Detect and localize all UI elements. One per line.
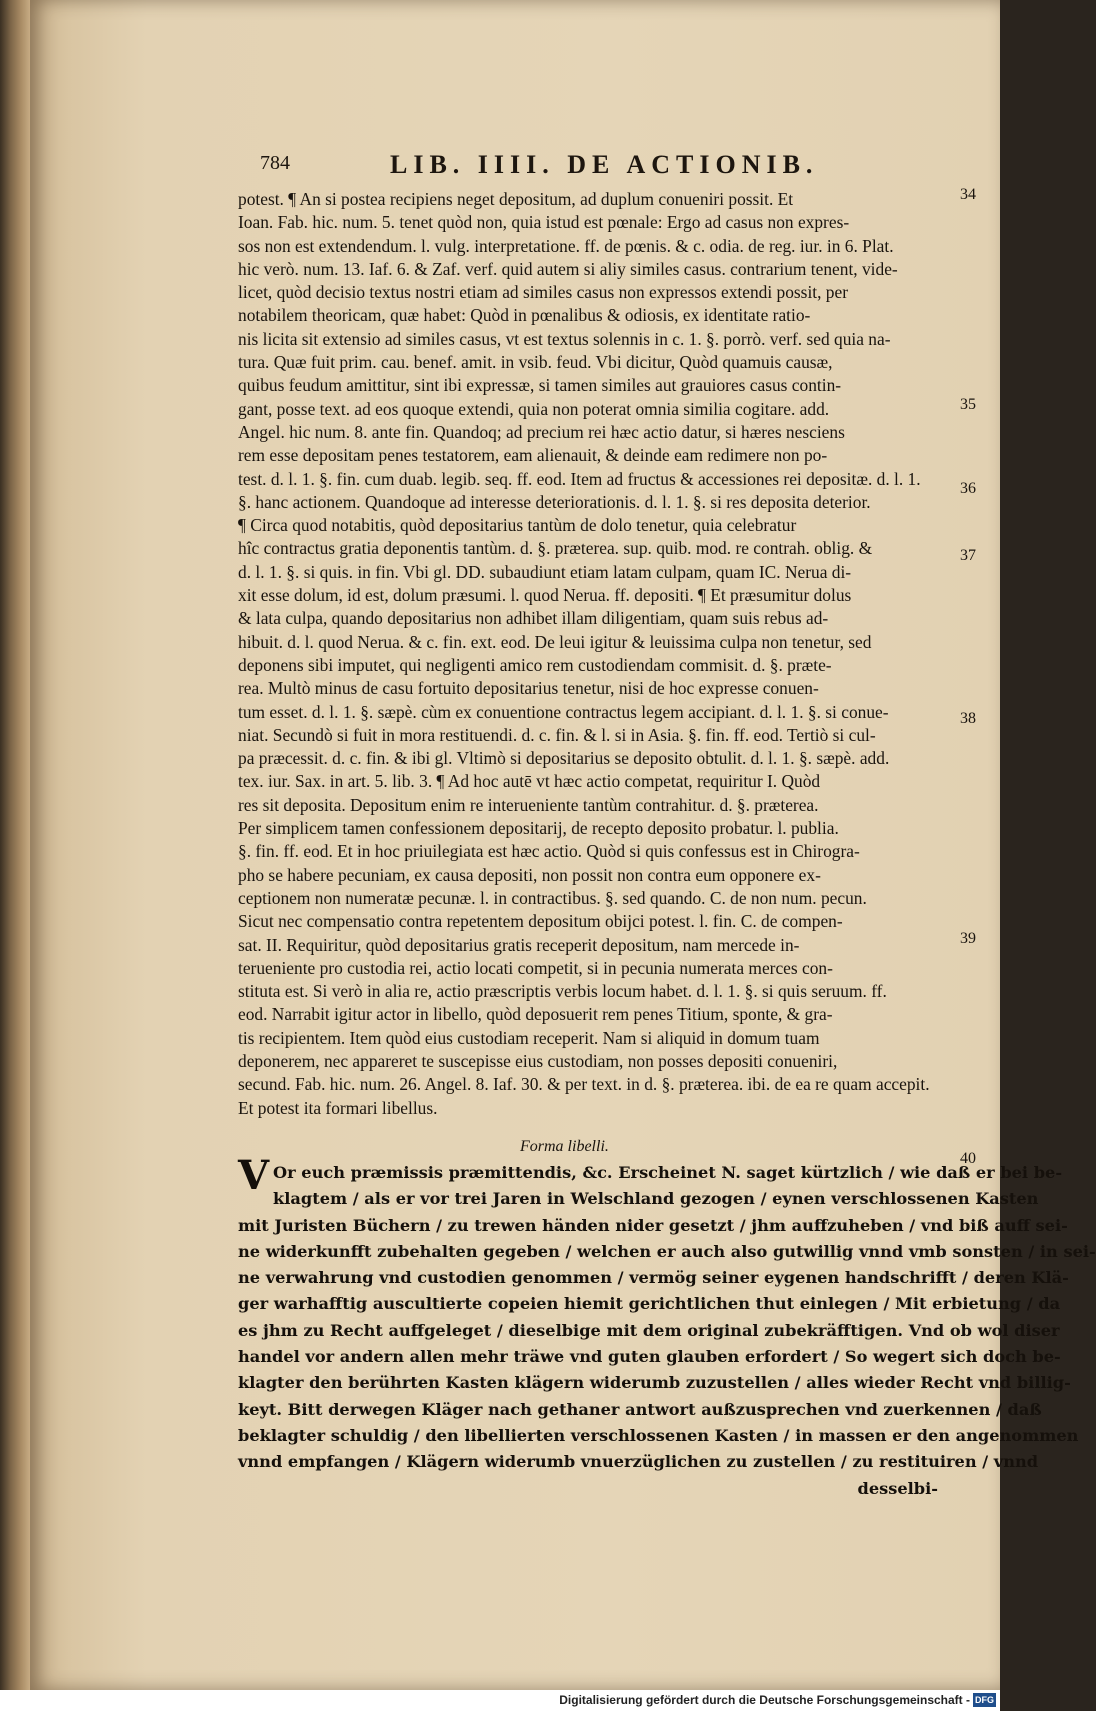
section-title: Forma libelli. xyxy=(520,1138,609,1155)
german-text-line: Or euch præmissis præmittendis, &c. Erscheinet N. saget kürtzlich / wie daß er bei be- xyxy=(273,1163,1063,1182)
text-line: gant, posse text. ad eos quoque extendi, quia non poterat omnia similia cogitare. add. xyxy=(238,398,830,419)
digitization-footer xyxy=(0,1690,1000,1711)
text-line: test. d. l. 1. §. fin. cum duab. legib. seq. ff. eod. Item ad fructus & accessiones rei depositæ. d. l. 1. xyxy=(238,468,921,489)
german-text-line: keyt. Bitt derwegen Kläger nach gethaner antwort außzusprechen vnd zuerkennen / daß xyxy=(238,1399,1042,1419)
text-line: sat. II. Requiritur, quòd depositarius gratis receperit depositum, nam mercede in- xyxy=(238,934,800,955)
text-line: Angel. hic num. 8. ante fin. Quandoq; ad precium rei hæc actio datur, si hæres nesciens xyxy=(238,421,845,442)
margin-number: 35 xyxy=(960,396,976,413)
german-text-line: ne widerkunfft zubehalten gegeben / welchen er auch also gutwillig vnnd vmb sonsten / in sei- xyxy=(238,1241,1096,1261)
text-line: Per simplicem tamen confessionem depositarij, de recepto deposito probatur. l. publia. xyxy=(238,818,839,839)
text-line: terueniente pro custodia rei, actio locati competit, si in pecunia numerata merces con- xyxy=(238,957,833,978)
text-line: xit esse dolum, id est, dolum præsumi. l. quod Nerua. ff. depositi. ¶ Et præsumitur dolus xyxy=(238,585,852,606)
text-line: deponens sibi imputet, qui negligenti amico rem custodiendam commisit. d. §. præte- xyxy=(238,654,832,675)
text-line: sos non est extendendum. l. vulg. interpretatione. ff. de pœnis. & c. odia. de reg. iur. in 6. Plat. xyxy=(238,235,894,256)
dfg-logo: DFG xyxy=(975,1695,994,1705)
text-line: tis recipientem. Item quòd eius custodiam receperit. Nam si aliquid in domum tuam xyxy=(238,1027,820,1048)
page-number: 784 xyxy=(260,152,290,174)
german-text-line: klagtem / als er vor trei Jaren in Welschland gezogen / eynen verschlossenen Kasten xyxy=(273,1189,1039,1209)
text-line: tum esset. d. l. 1. §. sæpè. cùm ex conuentione contractus legem accipiant. d. l. 1. §. si conue- xyxy=(238,701,889,722)
text-line: secund. Fab. hic. num. 26. Angel. 8. Iaf. 30. & per text. in d. §. præterea. ibi. de ea re quam accepit. xyxy=(238,1074,930,1095)
german-text-line: mit Juristen Büchern / zu trewen händen nider gesetzt / jhm auffzuheben / vnd biß auff sei- xyxy=(238,1215,1068,1235)
running-head xyxy=(260,150,960,180)
margin-number: 38 xyxy=(960,710,976,727)
german-text-line: vnnd empfangen / Klägern widerumb vnuerzüglichen zu zustellen / zu restituiren / vnnd xyxy=(238,1452,1039,1472)
german-text-line: desselbi- xyxy=(857,1478,938,1498)
text-line: stituta est. Si verò in alia re, actio præscriptis verbis locum habet. d. l. 1. §. si quis seruum. ff. xyxy=(238,981,887,1002)
margin-number: 34 xyxy=(960,186,976,203)
german-text-line: beklagter schuldig / den libellierten verschlossenen Kasten / in massen er den angenommen xyxy=(238,1425,1079,1445)
text-line: rem esse depositam penes testatorem, eam alienauit, & deinde eam redimere non po- xyxy=(238,445,828,466)
footer-credit: Digitalisierung gefördert durch die Deutsche Forschungsgemeinschaft - xyxy=(559,1693,970,1707)
german-text-line: klagter den berührten Kasten klägern widerumb zuzustellen / alles wieder Recht vnd billig- xyxy=(238,1373,1071,1393)
text-line: hic verò. num. 13. Iaf. 6. & Zaf. verf. quid autem si aliy similes casus. contrarium tenent, vide- xyxy=(238,258,898,279)
text-line: §. fin. ff. eod. Et in hoc priuilegiata est hæc actio. Quòd si quis confessus est in Chirogra- xyxy=(238,841,860,862)
text-line: tex. iur. Sax. in art. 5. lib. 3. ¶ Ad hoc autē vt hæc actio competat, requiritur I. Quòd xyxy=(238,771,821,792)
text-line: ceptionem non numeratæ pecunæ. l. in contractibus. §. sed quando. C. de non num. pecun. xyxy=(238,887,867,908)
margin-number: 39 xyxy=(960,930,976,947)
text-line: licet, quòd decisio textus nostri etiam ad similes casus non expressos extendi possit, per xyxy=(238,282,849,303)
text-line: Ioan. Fab. hic. num. 5. tenet quòd non, quia istud est pœnale: Ergo ad casus non expres- xyxy=(238,212,850,233)
text-line: Sicut nec compensatio contra repetentem depositum obijci potest. l. fin. C. de compen- xyxy=(238,911,843,932)
text-line: deponerem, nec appareret te suscepisse eius custodiam, non posses depositi conueniri, xyxy=(238,1050,838,1071)
running-head-title: LIB. IIII. DE ACTIONIB. xyxy=(390,150,819,179)
text-line: hibuit. d. l. quod Nerua. & c. fin. ext. eod. De leui igitur & leuissima culpa non tenetur, sed xyxy=(238,631,872,652)
text-line: eod. Narrabit igitur actor in libello, quòd deposuerit rem penes Titium, sponte, & gra- xyxy=(238,1004,833,1025)
text-line: tura. Quæ fuit prim. cau. benef. amit. in vsib. feud. Vbi dicitur, Quòd quamuis causæ, xyxy=(238,352,833,373)
text-line: nis licita sit extensio ad similes casus, vt est textus solennis in c. 1. §. porrò. verf. sed quia na- xyxy=(238,328,891,349)
book-page-edges xyxy=(0,0,30,1690)
margin-number: 37 xyxy=(960,547,976,564)
text-line: hîc contractus gratia deponentis tantùm. d. §. præterea. sup. quib. mod. re contrah. oblig. & xyxy=(238,538,873,559)
drop-cap: V xyxy=(238,1152,270,1199)
text-line: notabilem theoricam, quæ habet: Quòd in pœnalibus & odiosis, ex identitate ratio- xyxy=(238,305,811,326)
text-line: pho se habere pecuniam, ex causa depositi, non possit non contra eum opponere ex- xyxy=(238,864,821,885)
text-line: quibus feudum amittitur, sint ibi expressæ, si tamen similes aut grauiores casus contin- xyxy=(238,375,842,396)
text-line: pa præcessit. d. c. fin. & ibi gl. Vltimò si depositarius se deposito obtulit. d. l. 1. §. sæpè. add. xyxy=(238,748,890,769)
text-line: ¶ Circa quod notabitis, quòd depositarius tantùm de dolo tenetur, quia celebratur xyxy=(238,515,797,536)
text-line: d. l. 1. §. si quis. in fin. Vbi gl. DD. subaudiunt etiam latam culpam, quam IC. Nerua di- xyxy=(238,561,852,582)
text-line: res sit deposita. Depositum enim re interueniente tantùm contrahitur. d. §. præterea. xyxy=(238,794,819,815)
german-text-line: ne verwahrung vnd custodien genommen / vermög seiner eygenen handschrifft / deren Klä- xyxy=(238,1268,1069,1288)
german-text-line: handel vor andern allen mehr träwe vnd guten glauben erfordert / So wegert sich doch be- xyxy=(238,1347,1061,1367)
text-line: niat. Secundò si fuit in mora restituendi. d. c. fin. & l. si in Asia. §. fin. ff. eod. Tertiò si cul- xyxy=(238,724,876,745)
text-line: potest. ¶ An si postea recipiens neget depositum, ad duplum conueniri possit. Et xyxy=(238,189,794,209)
latin-body-text xyxy=(238,188,930,1120)
text-line: rea. Multò minus de casu fortuito depositarius tenetur, nisi de hoc expresse conuen- xyxy=(238,678,819,699)
text-line: & lata culpa, quando depositarius non adhibet illam diligentiam, quam suis rebus ad- xyxy=(238,608,829,629)
german-text-line: ger warhafftig auscultierte copeien hiemit gerichtlichen thut einlegen / Mit erbietung / da xyxy=(238,1294,1061,1314)
margin-number: 40 xyxy=(960,1150,976,1167)
text-line: §. hanc actionem. Quandoque ad interesse deteriorationis. d. l. 1. §. si res deposita deterior. xyxy=(238,491,871,512)
margin-number: 36 xyxy=(960,480,976,497)
german-text-line: es jhm zu Recht auffgeleget / dieselbige mit dem original zubekräfftigen. Vnd ob wol diser xyxy=(238,1320,1060,1340)
text-line: Et potest ita formari libellus. xyxy=(238,1097,438,1118)
